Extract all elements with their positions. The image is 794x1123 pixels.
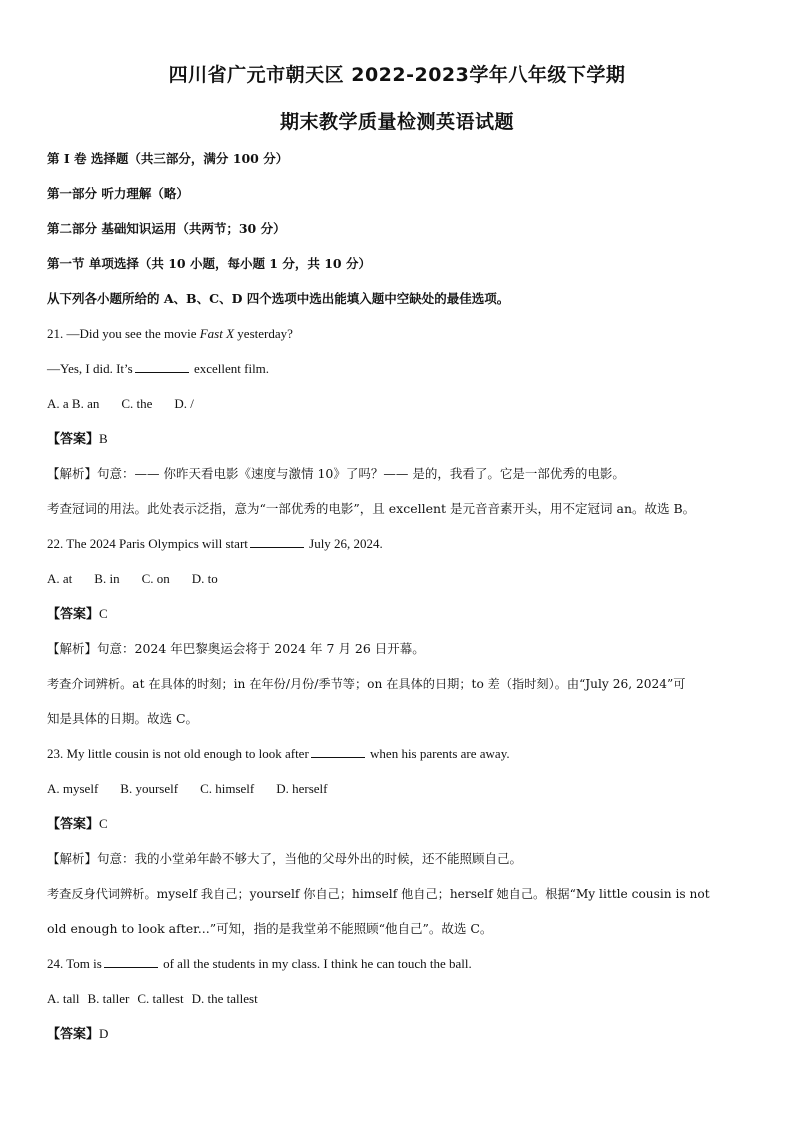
q24-option-d: D. the tallest [191, 991, 258, 1006]
q23-answer-label: 【答案】 [47, 817, 100, 832]
q22-analysis: 【解析】句意：2024 年巴黎奥运会将于 2024 年 7 月 26 日开幕。 [47, 641, 425, 656]
q22-stem [47, 535, 383, 553]
q23-stem-a: 23. My little cousin is not old enough to look after [47, 746, 309, 761]
title-line-2: 期末教学质量检测英语试题 [279, 111, 514, 133]
q24-answer-value: D [99, 1026, 109, 1041]
q22-answer [47, 605, 108, 624]
q23-option-b: B. yourself [120, 781, 179, 796]
q23-option-c: C. himself [200, 781, 255, 796]
q21-option-c: C. the [121, 396, 153, 411]
q23-answer [47, 815, 108, 834]
q21-reply [47, 360, 269, 378]
q22-answer-value: C [99, 606, 108, 621]
q23-option-d: D. herself [276, 781, 328, 796]
q21-analysis: 【解析】句意：—— 你昨天看电影《速度与激情 10》了吗？—— 是的，我看了。它是一部优秀的电影。 [47, 466, 625, 481]
part-2-heading: 第二部分 基础知识运用（共两节；30 分） [47, 221, 286, 236]
q22-option-c: C. on [141, 571, 170, 586]
title-line-1: 四川省广元市朝天区 2022-2023学年八年级下学期 [168, 64, 626, 86]
q22-explain-2: 知是具体的日期。故选 C。 [47, 711, 199, 726]
q21-stem-b: yesterday? [234, 326, 293, 341]
q22-option-d: D. to [191, 571, 218, 586]
q24-blank [104, 955, 158, 968]
section-1-heading: 第一节 单项选择（共 10 小题，每小题 1 分，共 10 分） [47, 256, 371, 271]
q24-option-c: C. tallest [137, 991, 184, 1006]
part-1-heading: 第一部分 听力理解（略） [47, 186, 189, 201]
q21-options [47, 395, 216, 413]
q23-analysis: 【解析】句意：我的小堂弟年龄不够大了，当他的父母外出的时候，还不能照顾自己。 [47, 851, 523, 866]
q24-option-b: B. taller [87, 991, 130, 1006]
q24-answer-label: 【答案】 [47, 1027, 100, 1042]
q23-stem [47, 745, 510, 763]
q24-option-a: A. tall [47, 991, 80, 1006]
q21-stem-a: 21. —Did you see the movie [47, 326, 200, 341]
instruction: 从下列各小题所给的 A、B、C、D 四个选项中选出能填入题中空缺处的最佳选项。 [47, 291, 510, 306]
q22-stem-a: 22. The 2024 Paris Olympics will start [47, 536, 248, 551]
q23-stem-b: when his parents are away. [366, 746, 510, 761]
q21-answer-value: B [99, 431, 108, 446]
q21-reply-b: excellent film. [190, 361, 270, 376]
q21-explain: 考查冠词的用法。此处表示泛指，意为“一部优秀的电影”，且 excellent 是元音音素开头，用不定冠词 an。故选 B。 [47, 501, 696, 516]
q21-answer [47, 430, 108, 449]
q23-option-a: A. myself [47, 781, 99, 796]
q22-stem-b: July 26, 2024. [305, 536, 383, 551]
q21-reply-a: —Yes, I did. It’s [47, 361, 133, 376]
q24-answer [47, 1025, 108, 1044]
q24-stem-a: 24. Tom is [47, 956, 102, 971]
q23-blank [311, 745, 365, 758]
q21-option-ab: A. a B. an [47, 396, 100, 411]
q21-blank [135, 360, 189, 373]
q24-stem [47, 955, 472, 973]
q21-option-d: D. / [174, 396, 194, 411]
q22-explain-1: 考查介词辨析。at 在具体的时刻；in 在年份/月份/季节等；on 在具体的日期；to 差（指时刻）。由“July 26, 2024”可 [47, 677, 686, 691]
q21-stem [47, 325, 293, 343]
q24-options [47, 990, 266, 1008]
q23-explain-1: 考查反身代词辨析。myself 我自己；yourself 你自己；himself 他自己；herself 她自己。根据“My little cousin is not [47, 887, 710, 901]
q21-movie-title: Fast X [199, 326, 235, 341]
q22-options [47, 570, 240, 588]
q23-explain-2: old enough to look after...”可知，指的是我堂弟不能照顾“他自己”。故选 C。 [47, 921, 493, 936]
q22-answer-label: 【答案】 [47, 607, 100, 622]
q23-answer-value: C [99, 816, 108, 831]
q22-blank [250, 535, 304, 548]
q24-stem-b: of all the students in my class. I think he can touch the ball. [159, 956, 472, 971]
section-volume: 第 I 卷 选择题（共三部分，满分 100 分） [47, 151, 289, 166]
q22-option-b: B. in [94, 571, 120, 586]
q21-answer-label: 【答案】 [47, 432, 100, 447]
q22-option-a: A. at [47, 571, 73, 586]
q23-options [47, 780, 350, 798]
